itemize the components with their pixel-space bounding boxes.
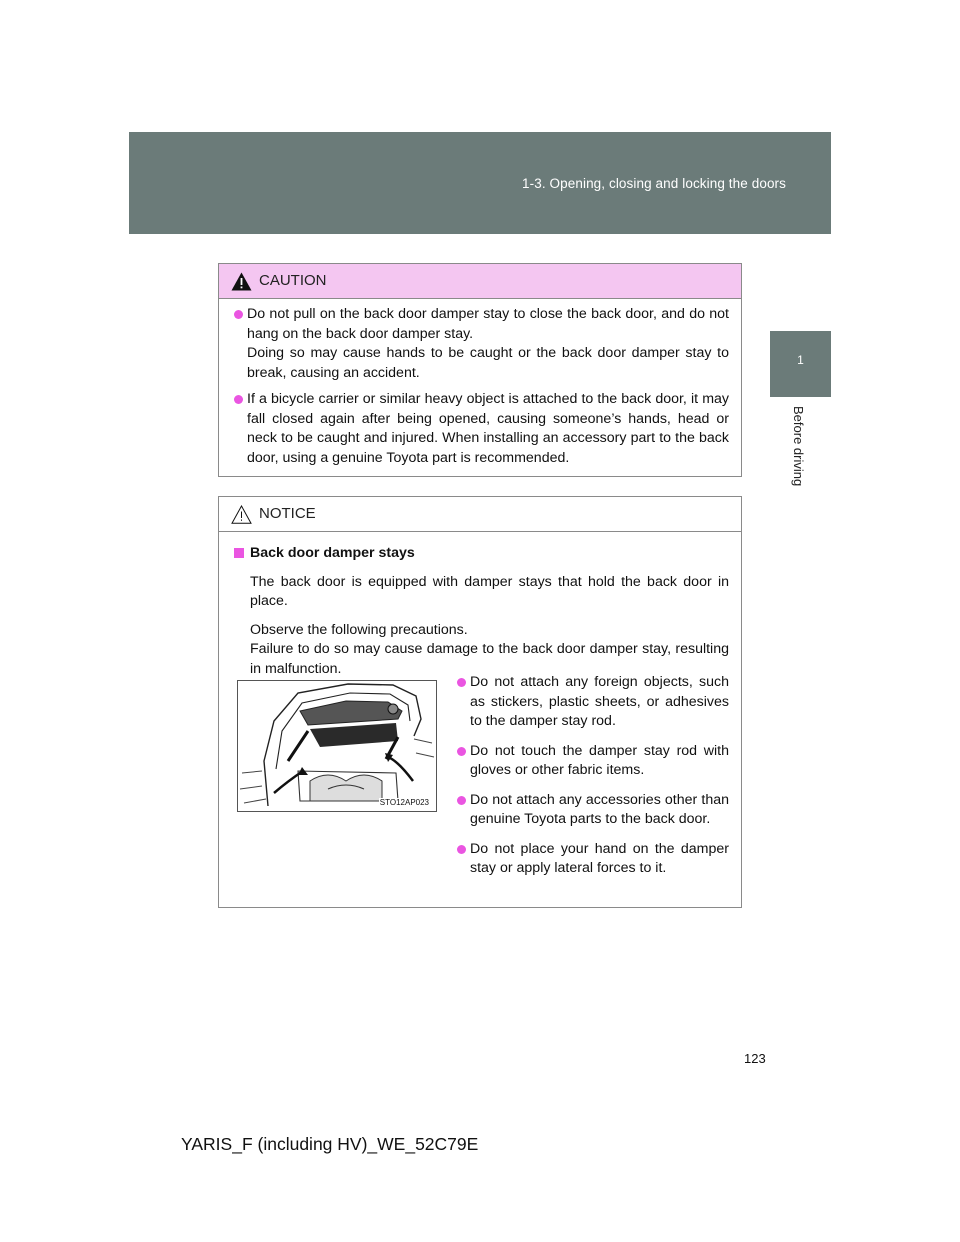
caution-box — [218, 263, 742, 477]
notice-bullet-text: Do not attach any foreign objects, such as stickers, plastic sheets, or adhesives to the damper stay rod. — [470, 674, 729, 729]
back-door-drawing — [238, 681, 436, 811]
notice-bullet-text: Do not attach any accessories other than genuine Toyota parts to the back door. — [470, 791, 729, 827]
notice-bullet — [457, 742, 729, 781]
caution-title: CAUTION — [259, 272, 327, 289]
section-title: 1-3. Opening, closing and locking the doors — [522, 176, 786, 191]
notice-bullet — [457, 673, 729, 732]
caution-bullet-text: If a bicycle carrier or similar heavy object is attached to the back door, it may fall closed again after being opened, causing someone’s hands, head or neck to be caught and injured. When installing an accessory part to the back door, using a genuine Toyota part is recommended. — [247, 391, 729, 466]
notice-bullet — [457, 840, 729, 879]
section-heading-text: Back door damper stays — [250, 545, 415, 561]
notice-box — [218, 496, 742, 908]
header-band — [129, 132, 831, 234]
notice-paragraph-line: Observe the following precautions. — [250, 621, 468, 638]
bullet-dot-icon — [457, 747, 466, 756]
notice-body — [219, 532, 741, 679]
bullet-dot-icon — [457, 845, 466, 854]
section-heading — [234, 544, 729, 564]
notice-bullet — [457, 791, 729, 830]
bullet-dot-icon — [234, 395, 243, 404]
notice-header — [219, 497, 741, 532]
chapter-tab — [770, 331, 831, 397]
back-door-illustration — [237, 680, 437, 812]
bullet-dot-icon — [457, 796, 466, 805]
notice-triangle-icon — [231, 505, 252, 524]
notice-bullet-text: Do not touch the damper stay rod with gloves or other fabric items. — [470, 742, 729, 778]
chapter-label: Before driving — [791, 406, 806, 487]
caution-header — [219, 264, 741, 299]
notice-bullet-text: Do not place your hand on the damper stay or apply lateral forces to it. — [470, 840, 729, 876]
caution-bullet — [234, 305, 729, 383]
caution-bullet-text: Do not pull on the back door damper stay to close the back door, and do not hang on the back door damper stay. — [247, 306, 729, 342]
bullet-dot-icon — [457, 678, 466, 687]
notice-bullet-list — [457, 673, 729, 889]
caution-bullet — [234, 390, 729, 468]
notice-paragraph — [234, 621, 729, 680]
warning-triangle-icon — [231, 272, 252, 291]
illustration-code: STO12AP023 — [379, 798, 429, 807]
square-bullet-icon — [234, 548, 244, 558]
notice-paragraph-line: Failure to do so may cause damage to the back door damper stay, resulting in malfunction. — [250, 641, 729, 677]
page-number: 123 — [744, 1051, 766, 1066]
notice-paragraph: The back door is equipped with damper stays that hold the back door in place. — [250, 573, 729, 609]
chapter-number: 1 — [797, 353, 804, 367]
bullet-dot-icon — [234, 310, 243, 319]
notice-title: NOTICE — [259, 505, 316, 522]
caution-body — [219, 299, 741, 468]
caution-bullet-text: Doing so may cause hands to be caught or the back door damper stay to break, causing an accident. — [247, 345, 729, 381]
footer-code: YARIS_F (including HV)_WE_52C79E — [181, 1134, 479, 1154]
